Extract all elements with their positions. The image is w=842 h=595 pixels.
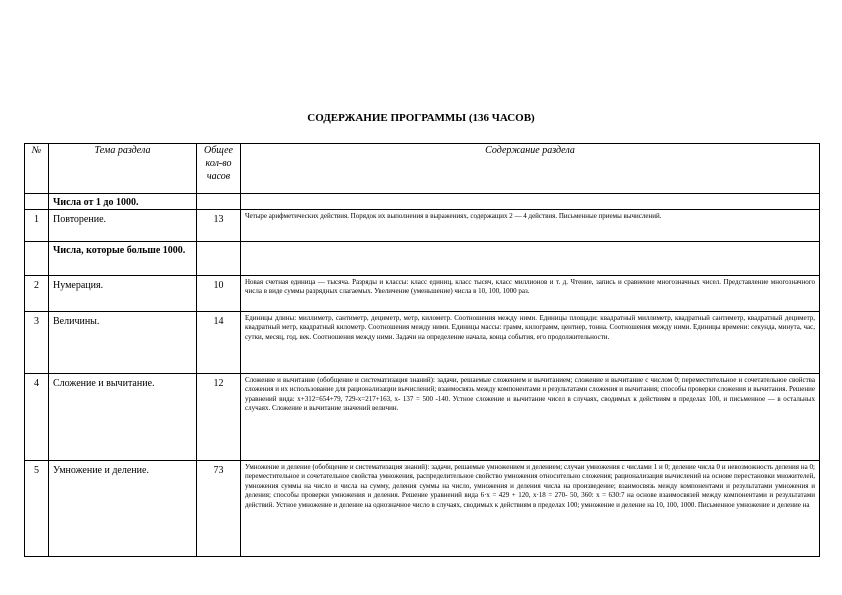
row-topic: Нумерация. bbox=[49, 276, 197, 312]
row-topic: Повторение. bbox=[49, 210, 197, 242]
page-title: СОДЕРЖАНИЕ ПРОГРАММЫ (136 ЧАСОВ) bbox=[307, 112, 535, 124]
row-content: Умножение и деление (обобщение и систематизация знаний): задачи, решаемые умножением и делением; случаи умножения с числами 1 и 0; деление числа 0 и невозможность деления на 0; переместительное и сочетательное свойства умножения, распределительное свойство умножения относительно сложения; рационализация вычислений на основе перестановки множителей, умножения суммы на число и числа на сумму, деления суммы на число, умножения и деления числа на произведение; взаимосвязь между компонентами и результатами умножения и деления; способы проверки умножения и деления. Решение уравнений вида 6·х = 429 + 120, х·18 = 270- 50, 360: х = 630:7 на основе взаимосвязей между компонентами и результатами действий. Устное умножение и деление на однозначное число в случаях, сводимых к действиям в пределах 100; умножение и деление на 10, 100, 1000. Письменное умножение и деление на bbox=[241, 461, 820, 557]
row-topic: Сложение и вычитание. bbox=[49, 374, 197, 461]
header-content: Содержание раздела bbox=[241, 144, 820, 194]
program-table bbox=[24, 143, 820, 557]
row-num: 5 bbox=[25, 461, 49, 557]
table-row bbox=[25, 276, 820, 312]
header-hours bbox=[197, 144, 241, 194]
row-content: Четыре арифметических действия. Порядок их выполнения в выражениях, содержащих 2 — 4 действия. Письменные приемы вычислений. bbox=[241, 210, 820, 242]
row-hours: 73 bbox=[197, 461, 241, 557]
header-hours-line-1: Общее bbox=[204, 145, 233, 156]
row-num: 2 bbox=[25, 276, 49, 312]
section-row bbox=[25, 194, 820, 210]
header-hours-line-2: кол-во bbox=[205, 158, 232, 169]
table-header-row bbox=[25, 144, 820, 194]
row-content: Сложение и вычитание (обобщение и систематизация знаний): задачи, решаемые сложением и вычитанием; сложение и вычитание с числом 0; переместительное и сочетательное свойства сложения и их использование для рационализации вычислений; взаимосвязь между компонентами и результатами сложения и вычитания; способы проверки сложения и вычитания. Решение уравнений вида: х+312=654+79, 729-х=217+163, х- 137 = 500 -140. Устное сложение и вычитание чисел в случаях, сводимых к действиям в пределах 100, и письменное — в остальных случаях. Сложение и вычитание значений величин. bbox=[241, 374, 820, 461]
row-topic: Умножение и деление. bbox=[49, 461, 197, 557]
table-row bbox=[25, 210, 820, 242]
row-topic: Величины. bbox=[49, 312, 197, 374]
section-title: Числа, которые больше 1000. bbox=[49, 242, 197, 276]
row-hours: 14 bbox=[197, 312, 241, 374]
header-num: № bbox=[25, 144, 49, 194]
row-hours: 10 bbox=[197, 276, 241, 312]
table-row bbox=[25, 461, 820, 557]
header-hours-line-3: часов bbox=[206, 171, 231, 182]
header-topic: Тема раздела bbox=[49, 144, 197, 194]
row-content: Новая счетная единица — тысяча. Разряды и классы: класс единиц, класс тысяч, класс миллионов и т. д. Чтение, запись и сравнение многозначных чисел. Представление многозначного числа в виде суммы разрядных слагаемых. Увеличение (уменьшение) числа в 10, 100, 1000 раз. bbox=[241, 276, 820, 312]
section-row bbox=[25, 242, 820, 276]
row-content: Единицы длины: миллиметр, сантиметр, дециметр, метр, километр. Соотношения между ними. Единицы площади: квадратный миллиметр, квадратный сантиметр, квадратный дециметр, квадратный метр, квадратный километр. Соотношения между ними. Единицы массы: грамм, килограмм, центнер, тонна. Соотношения между ними. Единицы времени: секунда, минута, час, сутки, месяц, год, век. Соотношения между ними. Задачи на определение начала, конца события, его продолжительности. bbox=[241, 312, 820, 374]
row-hours: 13 bbox=[197, 210, 241, 242]
row-num: 4 bbox=[25, 374, 49, 461]
table-row bbox=[25, 312, 820, 374]
row-num: 3 bbox=[25, 312, 49, 374]
row-num: 1 bbox=[25, 210, 49, 242]
section-title: Числа от 1 до 1000. bbox=[49, 194, 197, 210]
table-row bbox=[25, 374, 820, 461]
row-hours: 12 bbox=[197, 374, 241, 461]
